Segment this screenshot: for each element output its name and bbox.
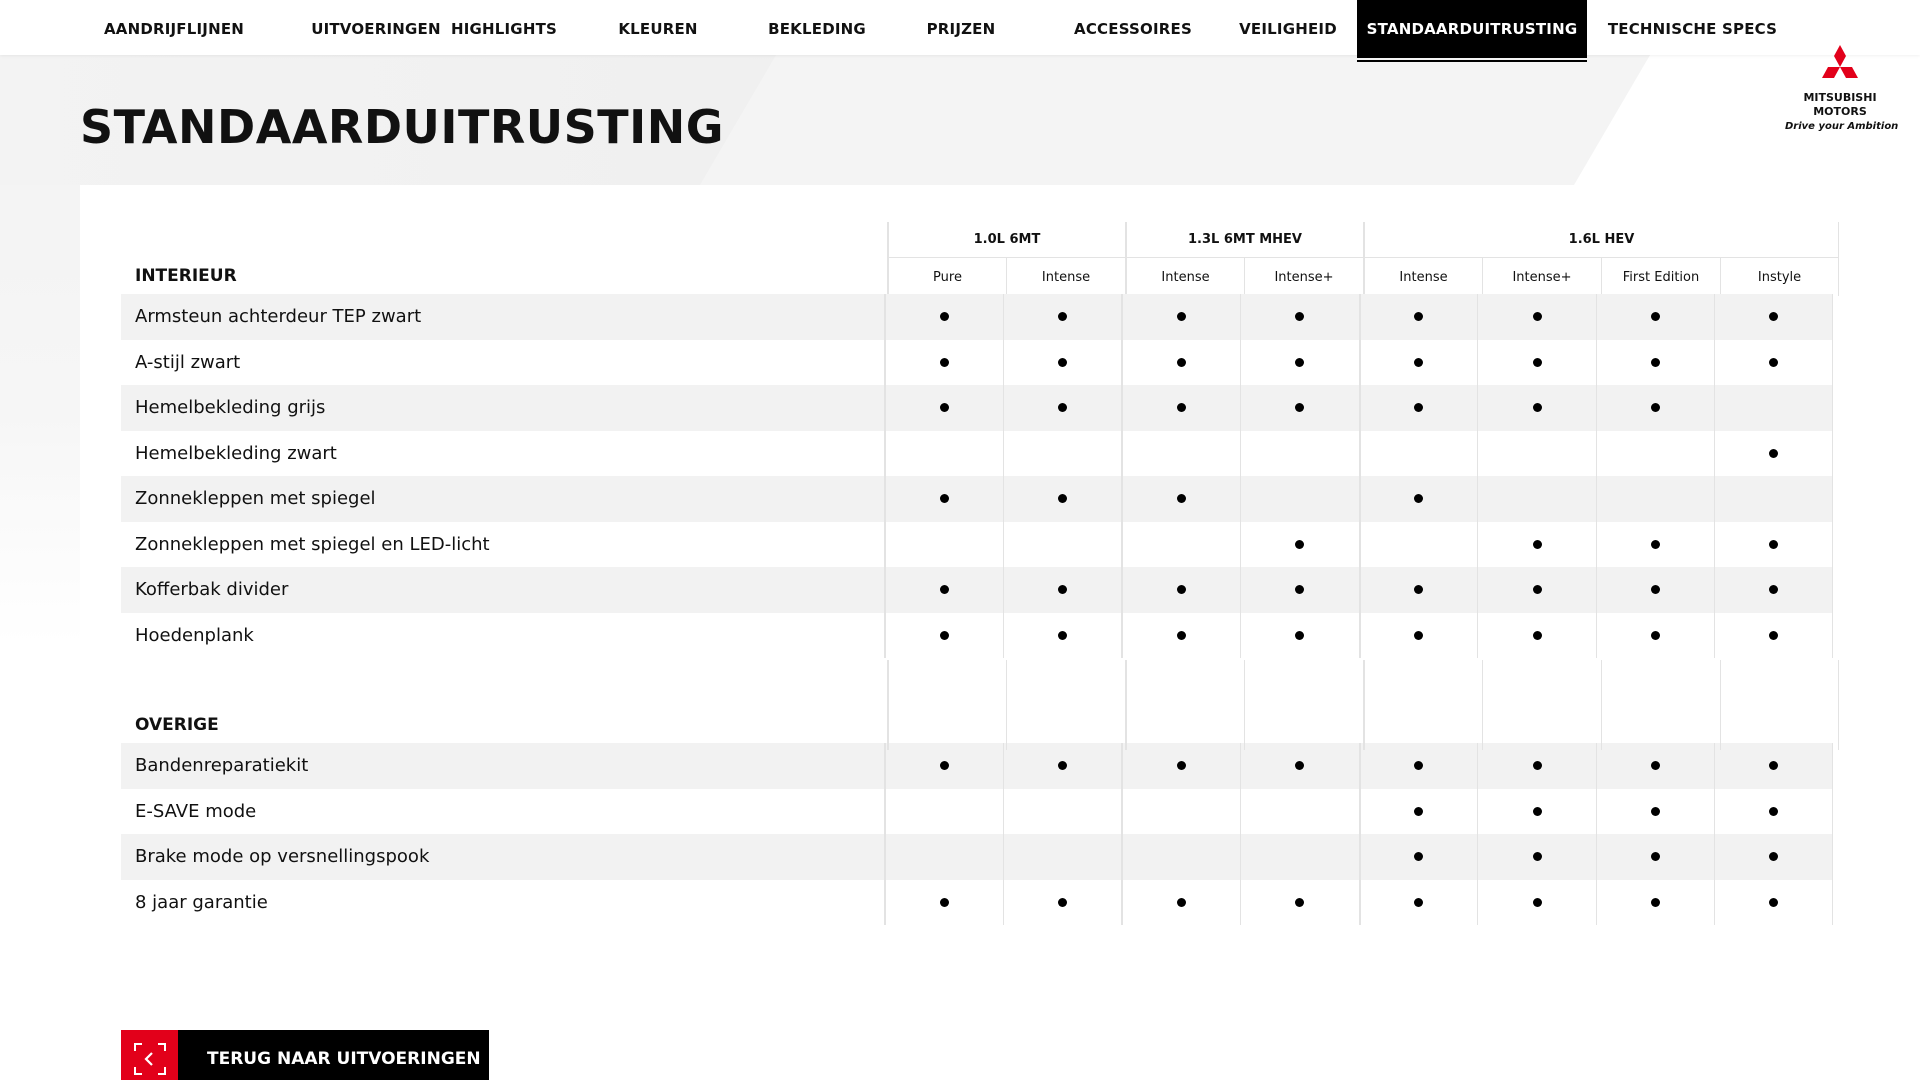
availability-cell [1596,613,1715,659]
standard-dot-icon [1295,585,1304,594]
availability-cell [1240,789,1359,835]
standard-dot-icon [940,312,949,321]
availability-cell [1003,431,1122,477]
standard-dot-icon [1769,540,1778,549]
table-row [121,385,1833,431]
availability-cell [1240,522,1359,568]
column-divider [1363,660,1482,750]
trim-label: First Edition [1601,258,1720,296]
availability-cell [1596,522,1715,568]
nav-item-veiligheid[interactable]: VEILIGHEID [1239,20,1337,38]
standard-dot-icon [940,631,949,640]
standard-dot-icon [940,494,949,503]
trim-label: Intense [1363,258,1482,296]
availability-cell [1240,880,1359,926]
availability-cell [1596,294,1715,340]
standard-dot-icon [1651,312,1660,321]
availability-cell [1359,294,1478,340]
standard-dot-icon [1769,898,1778,907]
availability-cell [1121,294,1240,340]
availability-cell [1121,522,1240,568]
standard-dot-icon [1651,761,1660,770]
availability-cell [1003,294,1122,340]
standard-dot-icon [1414,403,1423,412]
standard-dot-icon [940,358,949,367]
availability-cell [1003,613,1122,659]
availability-cell [1359,880,1478,926]
availability-cell [1121,567,1240,613]
standard-dot-icon [1177,358,1186,367]
availability-cell [1240,613,1359,659]
availability-cell [1121,613,1240,659]
availability-cell [1121,789,1240,835]
standard-dot-icon [1295,312,1304,321]
column-divider [1244,660,1363,750]
availability-cell [1359,385,1478,431]
standard-dot-icon [1414,852,1423,861]
availability-cell [1596,567,1715,613]
standard-dot-icon [1414,761,1423,770]
availability-cell [1477,431,1596,477]
availability-cell [1359,613,1478,659]
table-row [121,476,1833,522]
availability-cell [1003,340,1122,386]
availability-cell [1240,476,1359,522]
availability-cell [884,340,1003,386]
standard-dot-icon [1651,540,1660,549]
standard-dot-icon [1533,358,1542,367]
logo-tagline: Drive your Ambition [1785,121,1899,132]
table-row [121,522,1833,568]
row-label: Brake mode op versnellingspook [135,846,430,868]
availability-cell [1121,880,1240,926]
standard-dot-icon [1295,540,1304,549]
mitsubishi-logo[interactable] [1785,44,1899,144]
availability-cell [884,476,1003,522]
standard-dot-icon [1295,403,1304,412]
back-to-versions-button[interactable] [121,1030,489,1080]
column-divider [1006,660,1125,750]
standard-dot-icon [1533,312,1542,321]
standard-dot-icon [1651,852,1660,861]
availability-cell [1596,476,1715,522]
standard-dot-icon [940,898,949,907]
section-rows [121,294,1833,658]
standard-dot-icon [1533,631,1542,640]
logo-name-line2: MOTORS [1813,105,1867,118]
standard-dot-icon [1058,898,1067,907]
trim-label: Pure [887,258,1006,296]
standard-dot-icon [1414,312,1423,321]
availability-cell [884,385,1003,431]
availability-cell [1359,476,1478,522]
availability-cell [884,431,1003,477]
availability-cell [1714,880,1833,926]
availability-cell [1240,431,1359,477]
standard-dot-icon [1533,403,1542,412]
three-diamonds-icon [1818,44,1862,90]
row-label: Zonnekleppen met spiegel [135,488,376,510]
availability-cell [884,522,1003,568]
availability-cell [1477,385,1596,431]
engine-group-label: 1.0L 6MT [887,222,1125,258]
standard-dot-icon [1651,898,1660,907]
availability-cell [884,789,1003,835]
availability-cell [1477,880,1596,926]
standard-dot-icon [1651,403,1660,412]
table-row [121,340,1833,386]
availability-cell [1477,834,1596,880]
table-row [121,431,1833,477]
availability-cell [1003,567,1122,613]
availability-cell [1477,789,1596,835]
nav-item-uitvoeringen[interactable]: UITVOERINGEN [311,20,441,38]
logo-name-line1: MITSUBISHI [1803,91,1877,104]
availability-cell [1714,834,1833,880]
standard-dot-icon [1177,631,1186,640]
availability-cell [1240,385,1359,431]
page-title: STANDAARDUITRUSTING [80,100,725,154]
standard-dot-icon [1533,585,1542,594]
header-band-highlight [700,55,1650,185]
availability-cell [1003,880,1122,926]
availability-cell [1003,834,1122,880]
availability-cell [1596,834,1715,880]
standard-dot-icon [1769,852,1778,861]
availability-cell [1714,385,1833,431]
availability-cell [1477,294,1596,340]
availability-cell [1714,476,1833,522]
standard-dot-icon [1769,358,1778,367]
availability-cell [1240,340,1359,386]
section-title: INTERIEUR [135,266,237,286]
trim-label: Intense+ [1244,258,1363,296]
availability-cell [1003,522,1122,568]
availability-cell [1477,613,1596,659]
standard-dot-icon [1177,312,1186,321]
trim-label: Intense [1125,258,1244,296]
standard-dot-icon [1058,358,1067,367]
standard-dot-icon [1533,807,1542,816]
availability-cell [1596,789,1715,835]
column-divider [1720,660,1839,750]
engine-group-label: 1.6L HEV [1363,222,1839,258]
standard-dot-icon [1769,449,1778,458]
standard-dot-icon [1414,807,1423,816]
table-row [121,613,1833,659]
availability-cell [1121,340,1240,386]
nav-item-highlights[interactable]: HIGHLIGHTS [450,20,558,38]
column-divider [1601,660,1720,750]
table-row [121,294,1833,340]
standard-dot-icon [1058,403,1067,412]
row-label: A-stijl zwart [135,351,241,373]
trim-header [887,258,1839,296]
engine-group-label: 1.3L 6MT MHEV [1125,222,1363,258]
availability-cell [1359,522,1478,568]
standard-dot-icon [1769,807,1778,816]
availability-cell [1714,294,1833,340]
availability-cell [1714,613,1833,659]
availability-cell [1240,834,1359,880]
standard-dot-icon [1058,585,1067,594]
standard-dot-icon [940,403,949,412]
back-button-label: TERUG NAAR UITVOERINGEN [207,1049,481,1069]
availability-cell [884,567,1003,613]
standard-dot-icon [1533,540,1542,549]
standard-dot-icon [1058,631,1067,640]
nav-item-aandrijflijnen[interactable]: AANDRIJFLIJNEN [103,20,245,38]
column-divider [1482,660,1601,750]
standard-dot-icon [1414,898,1423,907]
standard-dot-icon [1414,358,1423,367]
standard-dot-icon [940,761,949,770]
availability-cell [1714,431,1833,477]
availability-cell [1477,522,1596,568]
standard-dot-icon [1177,898,1186,907]
table-row [121,880,1833,926]
standard-dot-icon [1177,761,1186,770]
standard-dot-icon [1414,494,1423,503]
nav-item-technische-specs[interactable]: TECHNISCHE SPECS [1607,20,1778,38]
standard-dot-icon [1058,761,1067,770]
standard-dot-icon [1177,585,1186,594]
trim-label: Intense [1006,258,1125,296]
availability-cell [1003,476,1122,522]
standard-dot-icon [1058,312,1067,321]
section-title: OVERIGE [135,715,219,735]
availability-cell [1003,385,1122,431]
section-rows [121,743,1833,925]
column-divider [887,660,1006,750]
row-label: Kofferbak divider [135,579,289,601]
availability-cell [1714,522,1833,568]
nav-item-bekleding[interactable]: BEKLEDING [768,20,866,38]
standard-dot-icon [1651,631,1660,640]
availability-cell [1121,834,1240,880]
standard-dot-icon [940,585,949,594]
nav-item-prijzen[interactable]: PRIJZEN [926,20,996,38]
standard-dot-icon [1769,585,1778,594]
row-label: Armsteun achterdeur TEP zwart [135,306,422,328]
standard-dot-icon [1769,761,1778,770]
standard-dot-icon [1177,403,1186,412]
column-divider-lines [887,660,1839,750]
row-label: E-SAVE mode [135,800,257,822]
availability-cell [884,294,1003,340]
standard-dot-icon [1651,358,1660,367]
row-label: 8 jaar garantie [135,891,268,913]
standard-dot-icon [1295,761,1304,770]
standard-dot-icon [1769,631,1778,640]
availability-cell [884,834,1003,880]
availability-cell [1003,789,1122,835]
row-label: Bandenreparatiekit [135,755,309,777]
availability-cell [1359,834,1478,880]
availability-cell [1714,340,1833,386]
standard-dot-icon [1651,585,1660,594]
availability-cell [1477,340,1596,386]
availability-cell [1359,789,1478,835]
availability-cell [1596,431,1715,477]
standard-dot-icon [1533,898,1542,907]
standard-dot-icon [1769,312,1778,321]
nav-item-accessoires[interactable]: ACCESSOIRES [1074,20,1192,38]
availability-cell [1596,880,1715,926]
row-label: Hoedenplank [135,624,254,646]
standard-dot-icon [1295,898,1304,907]
availability-cell [884,880,1003,926]
engine-group-header [887,222,1839,258]
availability-cell [1121,476,1240,522]
row-label: Hemelbekleding grijs [135,397,326,419]
table-row [121,834,1833,880]
table-row [121,789,1833,835]
availability-cell [1714,789,1833,835]
table-row [121,567,1833,613]
trim-label: Intense+ [1482,258,1601,296]
availability-cell [1121,385,1240,431]
standard-dot-icon [1651,807,1660,816]
standard-dot-icon [1533,852,1542,861]
back-arrow-icon [121,1030,178,1080]
availability-cell [1596,385,1715,431]
availability-cell [884,613,1003,659]
standard-dot-icon [1414,631,1423,640]
availability-cell [1359,567,1478,613]
row-label: Zonnekleppen met spiegel en LED-licht [135,533,490,555]
standard-dot-icon [1295,631,1304,640]
nav-item-kleuren[interactable]: KLEUREN [618,20,698,38]
availability-cell [1359,431,1478,477]
availability-cell [1121,431,1240,477]
availability-cell [1240,567,1359,613]
row-label: Hemelbekleding zwart [135,442,337,464]
trim-label: Instyle [1720,258,1839,296]
top-navigation [0,0,1920,55]
availability-cell [1477,476,1596,522]
availability-cell [1359,340,1478,386]
availability-cell [1714,567,1833,613]
availability-cell [1240,294,1359,340]
column-divider [1125,660,1244,750]
availability-cell [1477,567,1596,613]
standard-dot-icon [1058,494,1067,503]
standard-dot-icon [1414,585,1423,594]
availability-cell [1596,340,1715,386]
standard-dot-icon [1295,358,1304,367]
standard-dot-icon [1533,761,1542,770]
standard-dot-icon [1177,494,1186,503]
nav-item-standaarduitrusting[interactable]: STANDAARDUITRUSTING [1357,0,1587,58]
